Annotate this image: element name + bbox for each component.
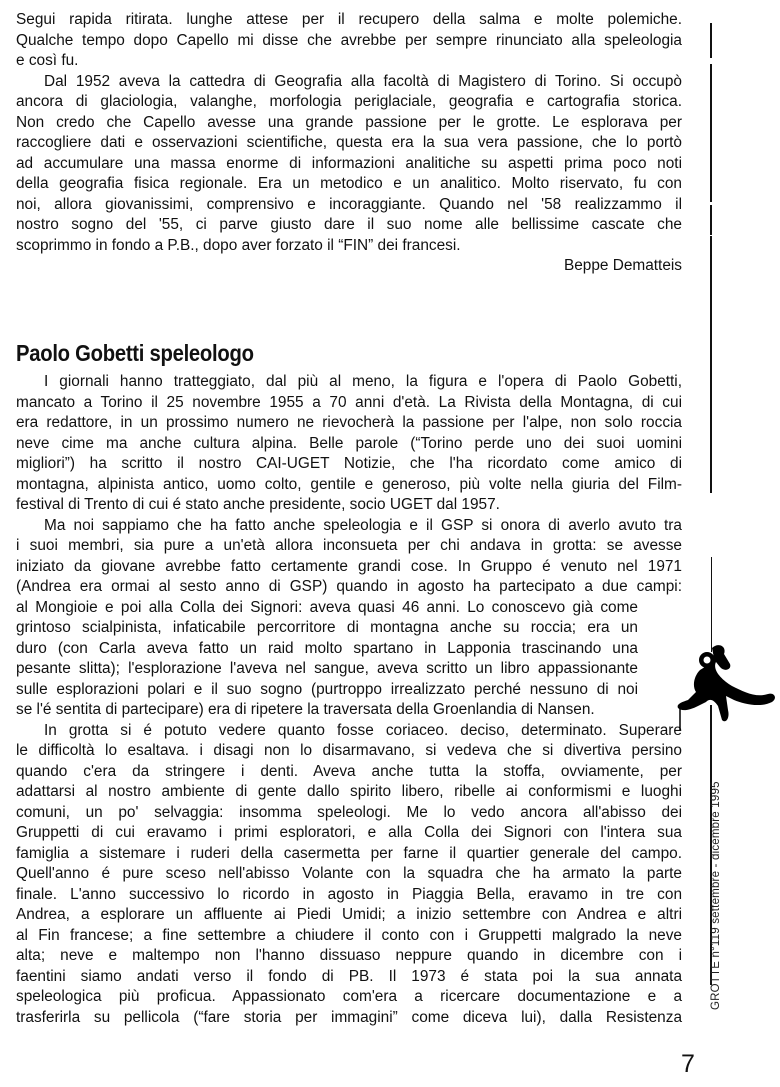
text-line: Qualche tempo dopo Capello mi disse che avrebbe per sempre rinunciato alla speleologia [16, 31, 682, 49]
text-line: Quell'anno é pure sceso nell'abisso Volante con la squadra che ha armato la parte [16, 865, 682, 882]
text-line: Non credo che Capello avesse una grande passione per le grotte. Le esplorava per [16, 113, 682, 131]
text-line: famiglia a sistemare i ruderi della casermetta per farne il quartier generale del campo. [16, 844, 682, 862]
text-line: Segui rapida ritirata. lunghe attese per il recupero della salma e molte polemiche. [16, 11, 682, 28]
text-line: faentini siamo andati verso il fondo di PB. Il 1973 é stata poi la sua annata [16, 967, 682, 985]
margin-rule [710, 64, 712, 202]
text-line: raccogliere dati e osservazioni scientifiche, questa era la sua vera passione, che lo portò [16, 134, 682, 151]
text-line: i suoi membri, sia pure a un'età allora inconsueta per chi andava in grotta: se avesse [16, 537, 682, 554]
caver-body [678, 645, 775, 721]
text-line: comuni, un po' selvaggia: insomma speleologi. Me lo vedo ancora all'abisso dei [16, 803, 682, 821]
rope-line [711, 557, 712, 652]
text-line: duro (con Carla aveva fatto un raid molto spartano in Lapponia trascinando una [16, 639, 638, 657]
margin-rule [710, 236, 712, 493]
text-line: (Andrea era ormai al sesto anno di GSP) quando in agosto ha partecipato a due campi: [16, 578, 682, 595]
page-number: 7 [681, 1050, 695, 1078]
article-ending [16, 10, 682, 277]
text-line: montagna, alpinista antico, uomo colto, gentile e generoso, più volte nella giuria del Film- [16, 475, 682, 493]
text-line: ad accumulare una massa enorme di informazioni analitiche su aspetti prima poco noti [16, 154, 682, 172]
text-line: iniziato da giovane avrebbe fatto certamente grandi cose. In Gruppo é venuto nel 1971 [16, 557, 682, 575]
text-line: Dal 1952 aveva la cattedra di Geografia alla facoltà di Magistero di Torino. Si occupò [44, 72, 682, 90]
text-line: mancato a Torino il 25 novembre 1955 a 70 anni d'età. La Rivista della Montagna, di cui [16, 393, 682, 411]
text-line: noi, allora giovanissimi, comprensivo e incoraggiante. Quando nel '58 realizzammo il [16, 195, 682, 213]
margin-rule [710, 205, 712, 235]
text-line: trasferirla su pellicola (“fare storia per immagini” come diceva lui), dalla Resistenza [16, 1008, 682, 1026]
margin-rule [710, 23, 712, 58]
narrow-text-wrap [16, 618, 682, 700]
text-line: nostro sogno del '55, ci parve giusto dare il suo nome alle bellissime cascate che [16, 216, 682, 233]
text-line: quando c'era da stringere i denti. Aveva anche tutta la stoffa, ovviamente, per [16, 762, 682, 780]
text-line: se l'é sentita di partecipare) era di ripetere la traversata della Groenlandia di Nansen. [16, 701, 595, 718]
text-line: neve cime ma anche cultura alpina. Belle parole (“Torino perde uno dei suoi uomini [16, 434, 682, 452]
text-line: sulle esplorazioni polari e il suo sogno (purtroppo irrealizzato perché nessuno di noi [16, 680, 638, 698]
text-line: festival di Trento di cui é stato anche presidente, socio UGET dal 1957. [16, 496, 500, 513]
text-line: e così fu. [16, 52, 79, 69]
text-line: grintoso scialpinista, infaticabile percorritore di montagna anche su roccia; era un [16, 619, 638, 636]
journal-issue-label: GROTTE n°119 settembre - dicembre 1995 [710, 781, 722, 1010]
text-line: Gruppetti di cui eravamo i primi esploratori, e alla Colla dei Signori con l'intera sua [16, 824, 682, 841]
text-line: Andrea, a esplorare un affluente ai Piedi Umidi; a inizio settembre con Andrea e altri [16, 906, 682, 923]
text-line: al Mongioie e poi alla Colla dei Signori: aveva quasi 46 anni. Lo conoscevo già come [16, 598, 638, 616]
text-line: In grotta si é potuto vedere quanto fosse coriaceo. deciso, determinato. Superare [44, 721, 682, 739]
text-line: alta; neve e maltempo non l'hanno dissuaso neppure quando in dicembre con i [16, 947, 682, 964]
text-line: Ma noi sappiamo che ha fatto anche speleologia e il GSP si onora di averlo avuto tra [44, 516, 682, 534]
author-signature: Beppe Dematteis [563, 257, 682, 274]
text-line: migliori”) ha scritto il nostro CAI-UGET Notizie, che l'ha ricordato come amico di [16, 455, 682, 472]
article-body [16, 372, 682, 1028]
text-line: I giornali hanno tratteggiato, dal più al meno, la figura e l'opera di Paolo Gobetti, [44, 373, 682, 390]
text-line: ancora di glaciologia, valanghe, morfologia periglaciale, geografia e cartografia storica. [16, 93, 682, 110]
text-line: pesante slitta); l'esplorazione l'aveva nel sangue, aveva scritto un libro appassionante [16, 660, 638, 677]
text-line: al Fin francese; a fine settembre a chiudere il conto con i Gruppetti malgrado la neve [16, 926, 682, 944]
article-title: Paolo Gobetti speleologo [16, 340, 254, 366]
text-line: della geografia fisica regionale. Era un metodico e un analitico. Molto riservato, fu con [16, 175, 682, 192]
text-line: le difficoltà lo esaltava. i disagi non lo disarmavano, si vedeva che si divertiva persino [16, 742, 682, 759]
text-line: adattarsi al nostro ambiente di gente dallo spirito libero, ribelle ai conformismi e luoghi [16, 783, 682, 800]
text-line: finale. L'anno successivo lo ricordo in agosto in Piaggia Bella, eravamo in tre con [16, 885, 682, 903]
text-line: speleologica più proficua. Appassionato com'era a ricercare documentazione e a [16, 988, 682, 1005]
text-line: scoprimmo in fondo a P.B., dopo aver forzato il “FIN” dei francesi. [16, 236, 461, 254]
abseiling-caver-icon [672, 640, 780, 730]
text-line: era redattore, in un prossimo numero ne rievocherà la passione per l'alpe, non solo roccia [16, 414, 682, 431]
